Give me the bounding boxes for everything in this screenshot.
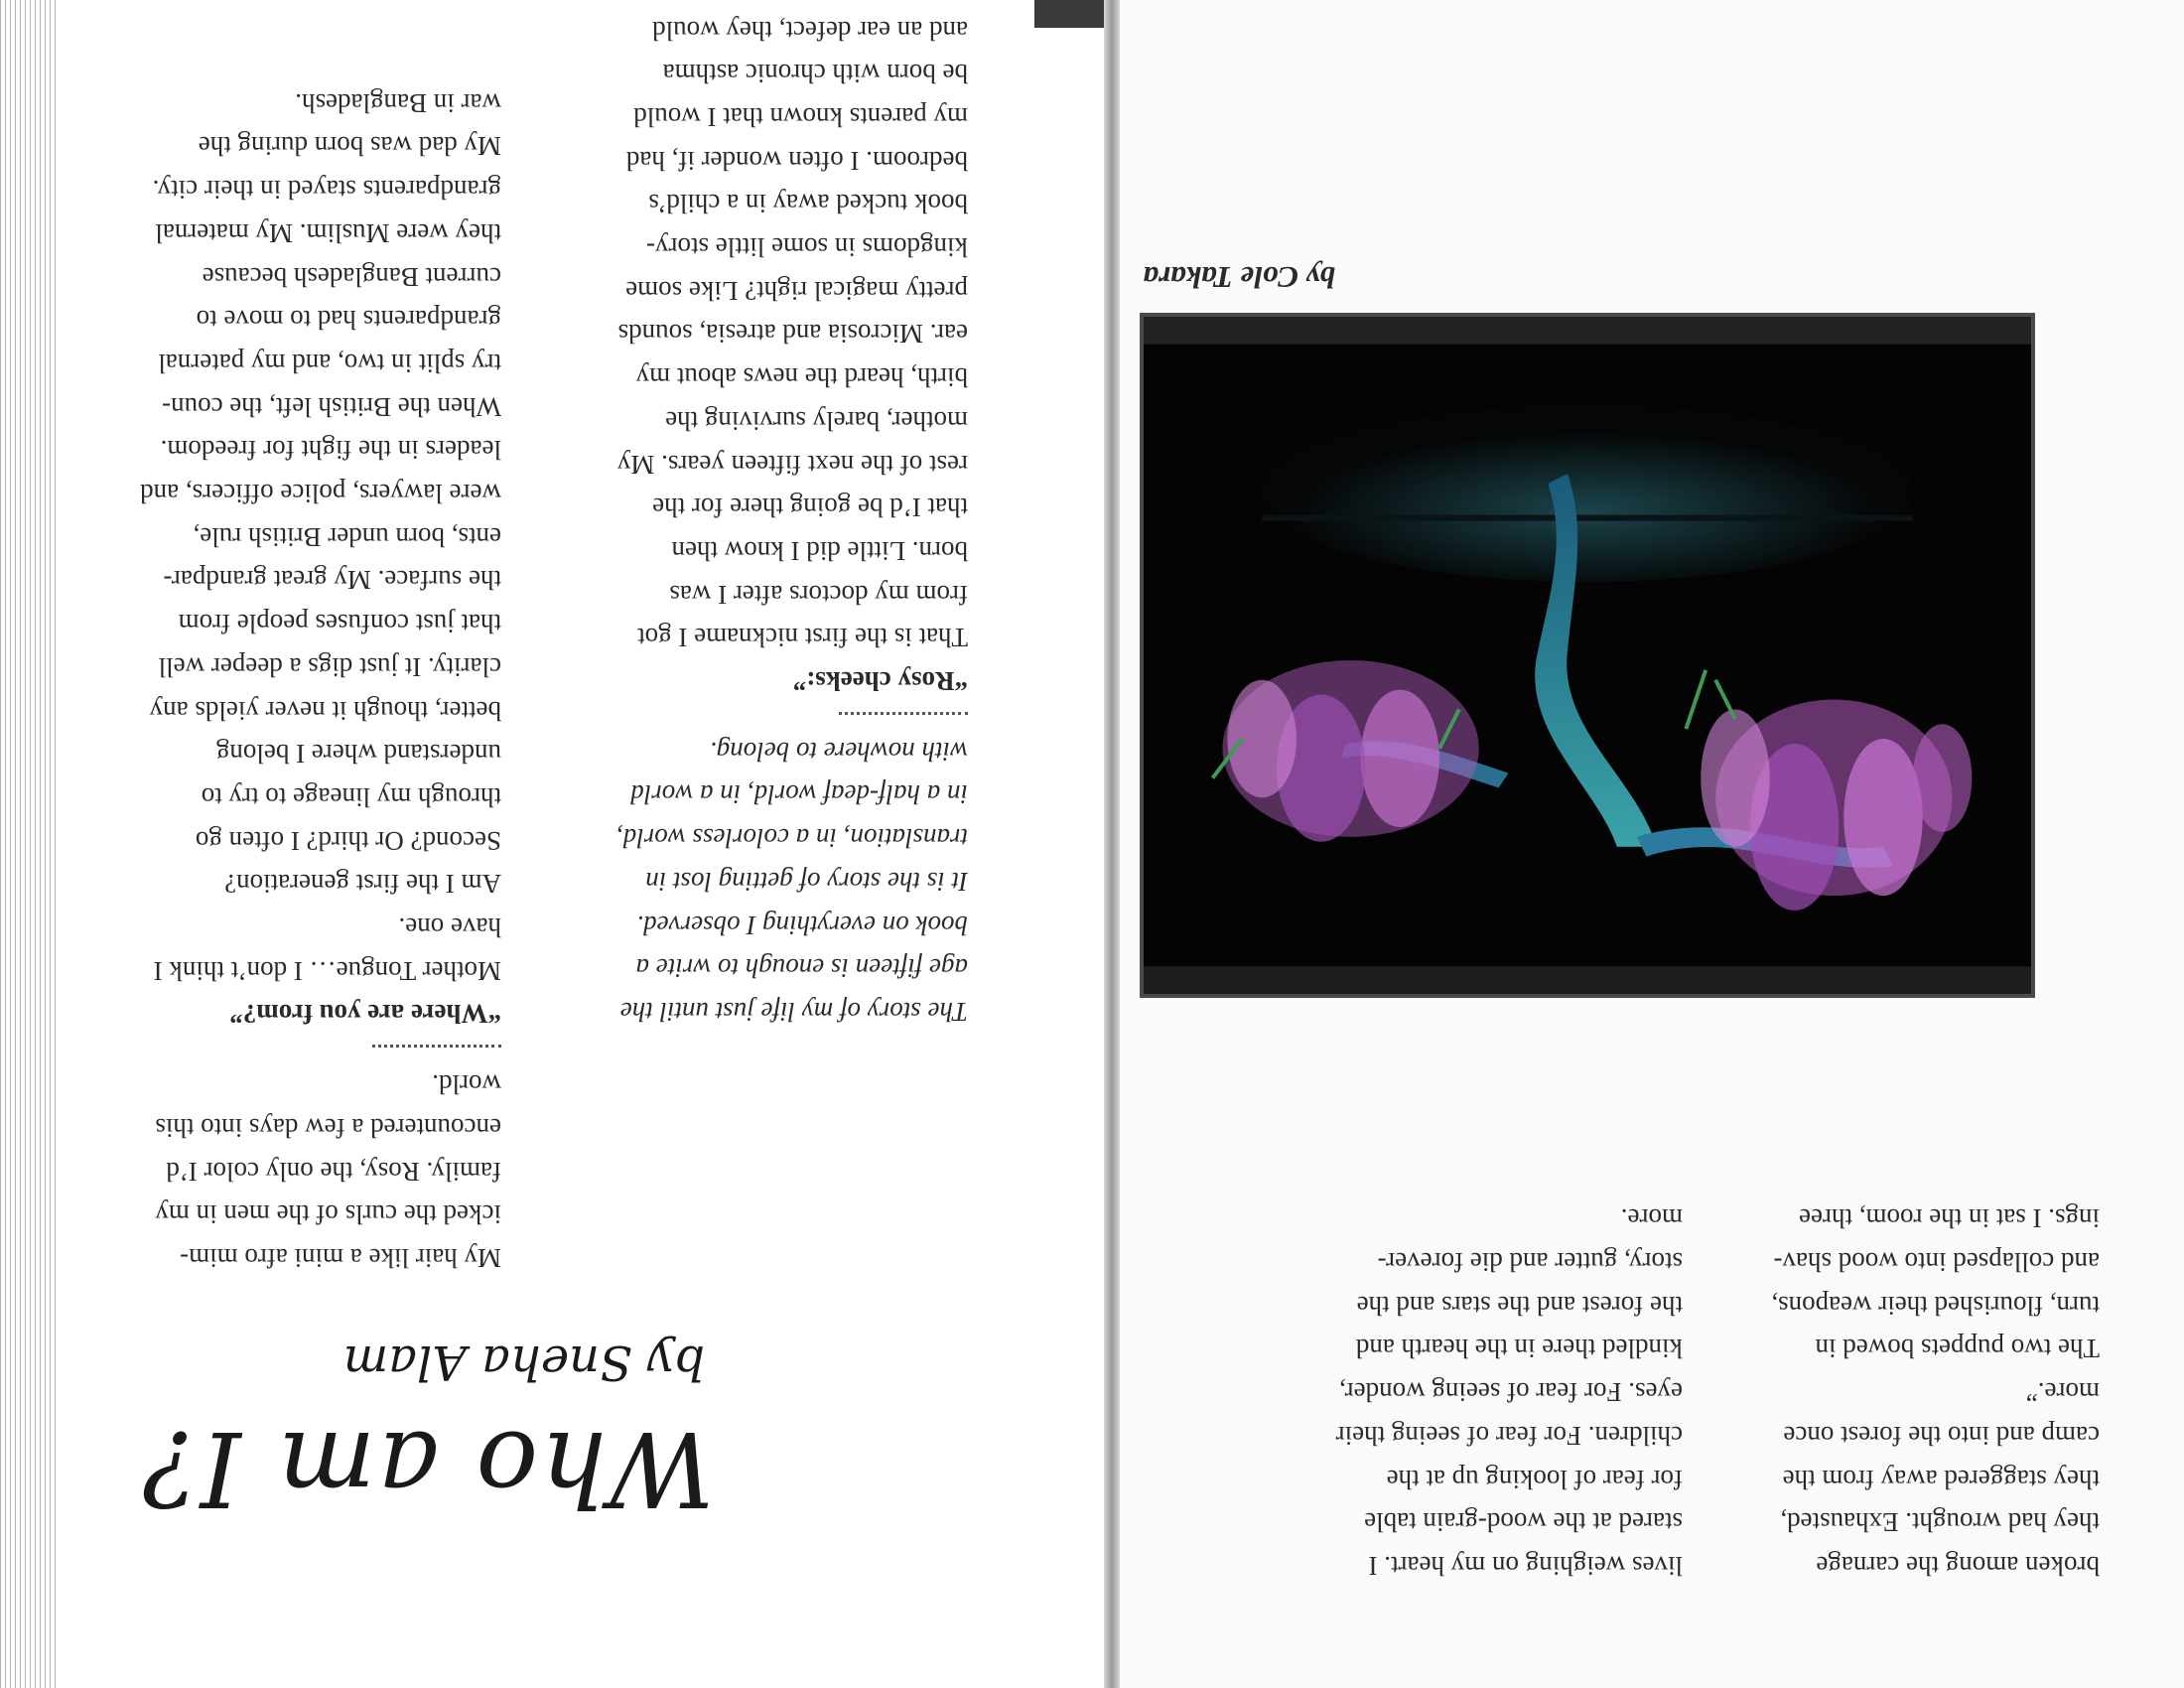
- text-line: rest of the next fifteen years. My: [616, 449, 968, 480]
- text-line: Am I the first generation?: [224, 869, 501, 900]
- handwritten-byline: by Sneha Alam: [342, 1335, 705, 1390]
- text-line: icked the curls of the men in my: [155, 1199, 501, 1230]
- text-line: current Bangladesh because: [202, 261, 501, 292]
- book-gutter: [1104, 0, 1120, 1688]
- text-line: It is the story of getting lost in: [645, 866, 968, 897]
- text-line: children. For fear of seeing their: [1335, 1420, 1683, 1451]
- story-column-2: [1336, 1196, 1683, 1587]
- text-line: understand where I belong: [215, 739, 501, 770]
- text-line: from my doctors after I was: [669, 579, 968, 610]
- text-line: and an ear defect, they would: [652, 15, 968, 46]
- text-line: my parents known that I would: [633, 101, 968, 132]
- text-line: mother, barely surviving the: [665, 405, 968, 436]
- text-line: ents, born under British rule,: [193, 521, 501, 552]
- text-line: that I’d be going there for the: [652, 492, 968, 523]
- text-line: that just confuses people from: [178, 609, 501, 639]
- text-line: turn, flourished their weapons,: [1771, 1290, 2100, 1321]
- text-line: kingdoms in some little story-: [646, 232, 968, 263]
- scan-shadow: [1034, 0, 1104, 28]
- text-line: war in Bangladesh.: [295, 87, 501, 118]
- text-line: grandparents had to move to: [196, 305, 501, 336]
- text-line: for fear of looking up at the: [1386, 1464, 1683, 1494]
- text-line: The two puppets bowed in: [1815, 1334, 2100, 1364]
- section-heading-rosy: “Rosy cheeks:”: [792, 666, 968, 697]
- text-line: family. Rosy, the only color I’d: [166, 1156, 501, 1187]
- text-line: book on everything I observed.: [636, 910, 968, 940]
- story-column-1: [1771, 1196, 2100, 1587]
- text-line: translation, in a colorless world,: [615, 823, 968, 854]
- text-line: better, though it never yields any: [149, 695, 501, 726]
- text-line: My dad was born during the: [198, 131, 501, 162]
- text-line: age fifteen is enough to write a: [635, 953, 968, 984]
- text-line: Mother Tongue… I don’t think I: [153, 955, 501, 986]
- text-line: [616, 0, 968, 8]
- text-line: try split in two, and my paternal: [158, 348, 501, 378]
- text-line: the forest and the stars and the: [1356, 1290, 1683, 1321]
- text-line: they were Muslim. My maternal: [155, 217, 501, 248]
- dotted-separator: [839, 712, 968, 715]
- text-line: My hair like a mini afro mim-: [180, 1243, 501, 1273]
- dotted-separator: [372, 1045, 501, 1048]
- intro-column: [616, 0, 968, 1033]
- text-line: Second? Or third? I often go: [195, 825, 501, 856]
- text-line: kindled there in the hearth and: [1355, 1334, 1683, 1364]
- text-line: lives weighing on my heart. I: [1368, 1551, 1683, 1581]
- text-line: through my lineage to try to: [201, 781, 501, 812]
- text-line: born. Little did I know then: [671, 535, 968, 566]
- text-line: have one.: [398, 913, 501, 943]
- artwork-image: [1140, 313, 2035, 998]
- text-line: were lawyers, police officers, and: [140, 479, 501, 509]
- text-line: and collapsed into wood shav-: [1773, 1247, 2100, 1278]
- text-line: encountered a few days into this: [155, 1112, 501, 1143]
- text-line: The story of my life just until the: [619, 997, 968, 1027]
- text-line: leaders in the fight for freedom.: [160, 435, 501, 466]
- text-line: in a half-deaf world, in a world: [630, 779, 968, 810]
- artwork-svg: [1144, 317, 2031, 994]
- text-line: be born with chronic asthma: [662, 59, 968, 89]
- text-line: with nowhere to belong.: [710, 736, 968, 767]
- text-line: book tucked away in a child’s: [648, 189, 968, 219]
- text-line: more.”: [2025, 1377, 2100, 1408]
- handwritten-title: Who am I?: [140, 1408, 715, 1529]
- text-line: ings. I sat in the room, three: [1799, 1203, 2100, 1234]
- text-line: pretty magical right? Like some: [625, 275, 968, 306]
- text-line: world.: [432, 1069, 501, 1100]
- text-line: story, gutter and die forever-: [1377, 1247, 1683, 1278]
- text-line: eyes. For fear of seeing wonder,: [1338, 1377, 1683, 1408]
- text-line: That is the first nickname I got: [637, 623, 968, 653]
- text-line: birth, heard the news about my: [635, 362, 968, 393]
- text-line: grandparents stayed in their city.: [152, 175, 501, 206]
- text-line: ear. Microsia and atresia, sounds: [617, 319, 968, 350]
- text-line: the surface. My great grandpar-: [163, 565, 501, 596]
- page-edges: [0, 0, 60, 1688]
- text-line: they had wrought. Exhausted,: [1780, 1507, 2100, 1538]
- text-line: stared at the wood-grain table: [1364, 1507, 1683, 1538]
- essay-column-right: [140, 80, 501, 1279]
- section-heading-where: “Where are you from?”: [229, 999, 501, 1030]
- text-line: broken among the carnage: [1816, 1551, 2100, 1581]
- text-line: they staggered away from the: [1782, 1464, 2100, 1494]
- text-line: When the British left, the coun-: [162, 391, 501, 422]
- text-line: bedroom. I often wonder if, had: [625, 145, 968, 176]
- text-line: more.: [1620, 1203, 1683, 1234]
- text-line: clarity. It just digs a deeper well: [158, 651, 501, 682]
- text-line: camp and into the forest once: [1783, 1420, 2100, 1451]
- art-credit: by Cole Takara: [1143, 260, 1335, 295]
